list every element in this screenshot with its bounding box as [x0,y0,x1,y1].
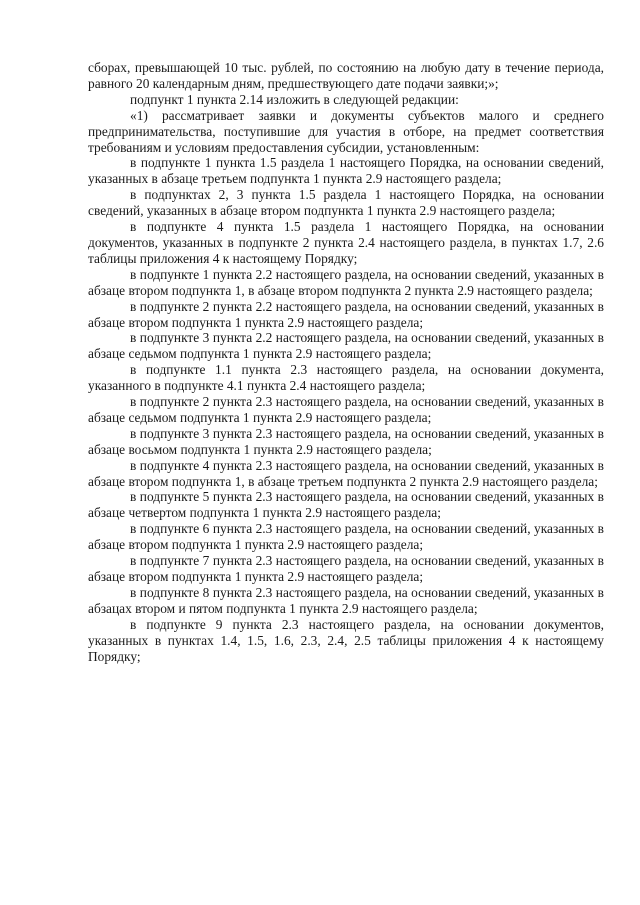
paragraph: в подпунктах 2, 3 пункта 1.5 раздела 1 настоящего Порядка, на основании сведений, указанных в абзаце втором подпункта 1 пункта 2.9 настоящего раздела; [88,187,604,219]
paragraph: в подпункте 2 пункта 2.3 настоящего раздела, на основании сведений, указанных в абзаце седьмом подпункта 1 пункта 2.9 настоящего раздела; [88,394,604,425]
paragraph: в подпункте 1 пункта 2.2 настоящего раздела, на основании сведений, указанных в абзаце втором подпункта 1, в абзаце втором подпункта 2 пункта 2.9 настоящего раздела; [88,266,604,298]
document-page [88,60,604,664]
paragraph: «1) рассматривает заявки и документы субъектов малого и среднего предпринимательства, поступившие для участия в отборе, на предмет соответствия требованиям и условиям предоставления субсидии, установленным: [88,107,604,155]
paragraph: в подпункте 8 пункта 2.3 настоящего раздела, на основании сведений, указанных в абзацах втором и пятом подпункта 1 пункта 2.9 настоящего раздела; [88,584,604,616]
paragraph: в подпункте 1.1 пункта 2.3 настоящего раздела, на основании документа, указанного в подпункте 4.1 пункта 2.4 настоящего раздела; [88,362,604,394]
paragraph: в подпункте 1 пункта 1.5 раздела 1 настоящего Порядка, на основании сведений, указанных в абзаце третьем подпункта 1 пункта 2.9 настоящего раздела; [88,155,604,187]
paragraph: в подпункте 7 пункта 2.3 настоящего раздела, на основании сведений, указанных в абзаце втором подпункта 1 пункта 2.9 настоящего раздела; [88,553,604,584]
paragraph: в подпункте 9 пункта 2.3 настоящего раздела, на основании документов, указанных в пунктах 1.4, 1.5, 1.6, 2.3, 2.4, 2.5 таблицы приложения 4 к настоящему Порядку; [88,616,604,664]
paragraph: в подпункте 4 пункта 2.3 настоящего раздела, на основании сведений, указанных в абзаце втором подпункта 1, в абзаце третьем подпункта 2 пункта 2.9 настоящего раздела; [88,457,604,489]
paragraph: в подпункте 5 пункта 2.3 настоящего раздела, на основании сведений, указанных в абзаце четвертом подпункта 1 пункта 2.9 настоящего раздела; [88,489,604,521]
paragraph: подпункт 1 пункта 2.14 изложить в следующей редакции: [130,91,459,107]
paragraph: в подпункте 2 пункта 2.2 настоящего раздела, на основании сведений, указанных в абзаце втором подпункта 1 пункта 2.9 настоящего раздела; [88,298,604,330]
paragraph: сборах, превышающей 10 тыс. рублей, по состоянию на любую дату в течение периода, равного 20 календарным дням, предшествующего дате подачи заявки;»; [88,60,604,91]
paragraph: в подпункте 3 пункта 2.2 настоящего раздела, на основании сведений, указанных в абзаце седьмом подпункта 1 пункта 2.9 настоящего раздела; [88,330,604,362]
paragraph: в подпункте 6 пункта 2.3 настоящего раздела, на основании сведений, указанных в абзаце втором подпункта 1 пункта 2.9 настоящего раздела; [88,521,604,553]
paragraph: в подпункте 4 пункта 1.5 раздела 1 настоящего Порядка, на основании документов, указанных в подпункте 2 пункта 2.4 настоящего раздела, в пунктах 1.7, 2.6 таблицы приложения 4 к настоящему Порядку; [88,219,604,266]
paragraph: в подпункте 3 пункта 2.3 настоящего раздела, на основании сведений, указанных в абзаце восьмом подпункта 1 пункта 2.9 настоящего раздела; [88,425,604,457]
